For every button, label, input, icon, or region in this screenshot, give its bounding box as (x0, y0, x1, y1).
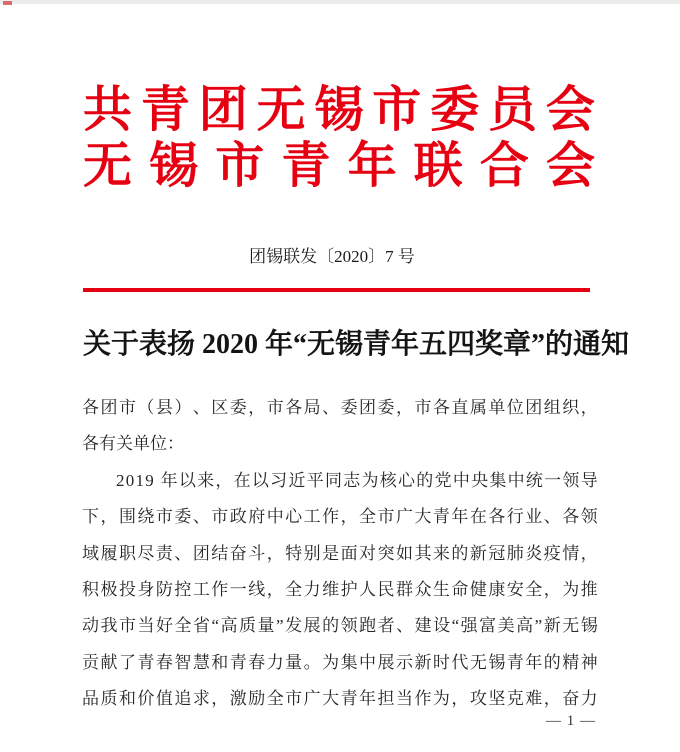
document-body (82, 390, 598, 718)
body-line: 品 质 和 价 值 追 求 ， 激 励 全 市 广 大 青 年 担 当 作 为 ， 攻 坚 克 难 ， 奋 力 (82, 689, 598, 709)
body-line: 2 0 1 9 年 以 来 ， 在 以 习 近 平 同 志 为 核 心 的 党 中 央 集 中 统 一 领 导 (116, 470, 598, 490)
body-line: 各有关单位： (82, 434, 184, 454)
scan-corner-artifact (3, 1, 12, 5)
scan-edge-strip (0, 0, 680, 4)
body-line: 域 履 职 尽 责 、 团 结 奋 斗 ， 特 别 是 面 对 突 如 其 来 的 新 冠 肺 炎 疫 情 ， (82, 543, 598, 563)
red-divider-rule (83, 288, 590, 292)
body-line: 下 ， 围 绕 市 委 、 市 政 府 中 心 工 作 ， 全 市 广 大 青 年 在 各 行 业 、 各 领 (82, 507, 598, 527)
body-line: 动 我 市 当 好 全 省 “ 高 质 量 ” 发 展 的 领 跑 者 、 建 设 “ 强 富 美 高 ” 新 无 锡 (82, 616, 598, 636)
body-line: 贡 献 了 青 春 智 慧 和 青 春 力 量 。 为 集 中 展 示 新 时 代 无 锡 青 年 的 精 神 (82, 652, 598, 672)
document-header (83, 82, 595, 194)
document-number: 团锡联发〔2020〕7 号 (249, 247, 415, 266)
issuing-org-line-1: 共 青 团 无 锡 市 委 员 会 (83, 82, 595, 137)
issuing-org-line-2: 无 锡 市 青 年 联 合 会 (83, 138, 595, 193)
page-number: — 1 — (546, 713, 596, 729)
document-title: 关于表扬 2020 年“无锡青年五四奖章”的通知 (82, 329, 629, 360)
body-line: 各 团 市 （ 县 ） 、 区 委 ， 市 各 局 、 委 团 委 ， 市 各 直 属 单 位 团 组 织 ， (82, 398, 598, 417)
body-line: 积 极 投 身 防 控 工 作 一 线 ， 全 力 维 护 人 民 群 众 生 命 健 康 安 全 ， 为 推 (82, 579, 598, 599)
